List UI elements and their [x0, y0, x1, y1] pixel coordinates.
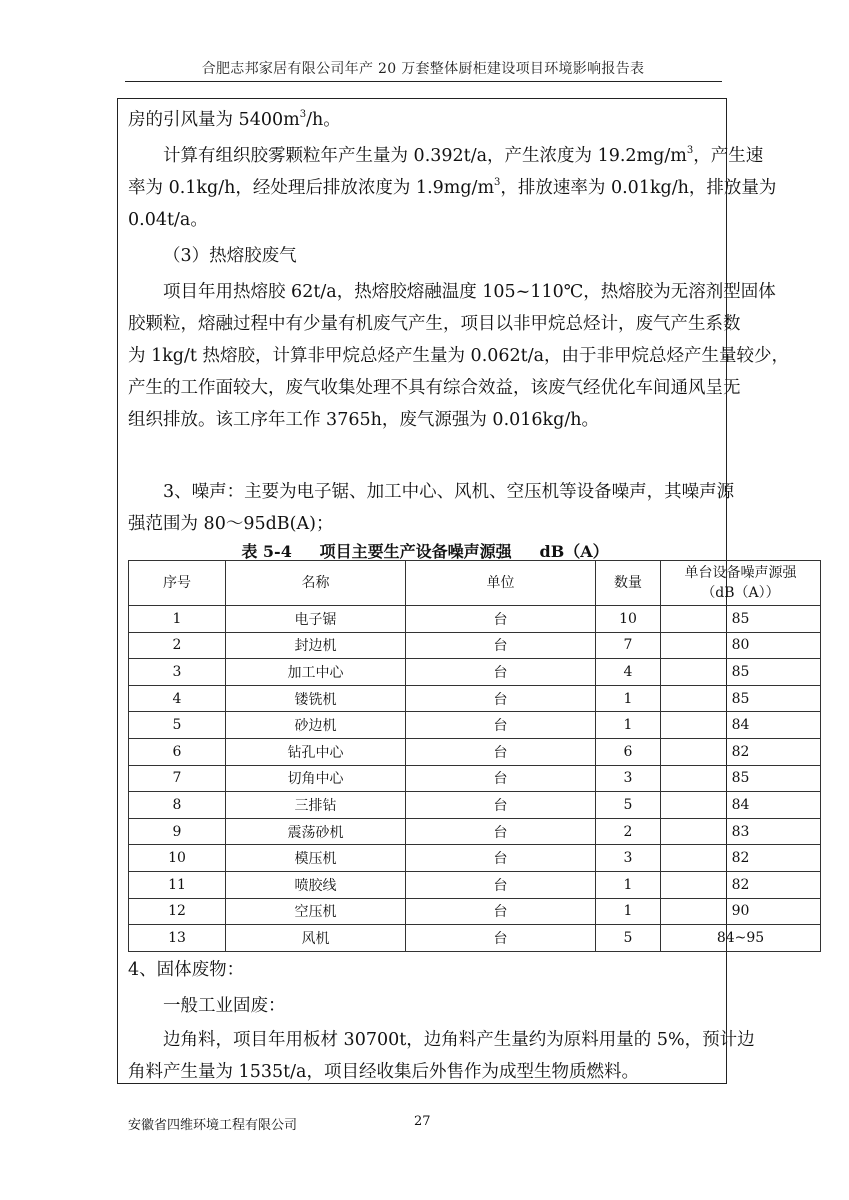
paragraph-noise-line-1: 3、噪声：主要为电子锯、加工中心、风机、空压机等设备噪声，其噪声源 [163, 482, 735, 502]
cell-noise-level: 90 [661, 898, 821, 925]
paragraph-scrap-line-1: 边角料，项目年用板材 30700t，边角料产生量约为原料用量的 5%，预计边 [163, 1030, 755, 1050]
cell-quantity: 2 [596, 818, 661, 845]
cell-unit: 台 [406, 632, 596, 659]
table-row [129, 845, 821, 872]
cell-quantity: 5 [596, 925, 661, 952]
table-row [129, 738, 821, 765]
cell-quantity: 1 [596, 712, 661, 739]
cell-index: 6 [129, 738, 226, 765]
paragraph-hot-melt-line-4: 产生的工作面较大，废气收集处理不具有综合效益，该废气经优化车间通风呈无 [128, 378, 741, 398]
cell-unit: 台 [406, 845, 596, 872]
paragraph-hot-melt-line-3: 为 1kg/t 热熔胶，计算非甲烷总烃产生量为 0.062t/a，由于非甲烷总烃产生量较少， [128, 346, 790, 366]
cell-noise-level: 84 [661, 792, 821, 819]
cell-name: 空压机 [226, 898, 406, 925]
cell-quantity: 3 [596, 765, 661, 792]
header-name: 名称 [226, 561, 406, 606]
header-quantity: 数量 [596, 561, 661, 606]
table-row [129, 818, 821, 845]
paragraph-noise-line-2: 强范围为 80～95dB(A)； [128, 514, 334, 534]
cell-name: 模压机 [226, 845, 406, 872]
cell-unit: 台 [406, 659, 596, 686]
cell-name: 电子锯 [226, 606, 406, 633]
cell-name: 封边机 [226, 632, 406, 659]
cell-name: 加工中心 [226, 659, 406, 686]
cell-unit: 台 [406, 818, 596, 845]
table-row [129, 606, 821, 633]
cell-unit: 台 [406, 871, 596, 898]
cell-noise-level: 83 [661, 818, 821, 845]
cell-name: 震荡砂机 [226, 818, 406, 845]
noise-source-table [128, 560, 821, 952]
cell-noise-level: 82 [661, 738, 821, 765]
cell-index: 10 [129, 845, 226, 872]
cell-quantity: 5 [596, 792, 661, 819]
cell-name: 砂边机 [226, 712, 406, 739]
cell-name: 钻孔中心 [226, 738, 406, 765]
table-row [129, 871, 821, 898]
cell-noise-level: 85 [661, 765, 821, 792]
cell-unit: 台 [406, 765, 596, 792]
table-header-row [129, 561, 821, 606]
table-row [129, 712, 821, 739]
paragraph-scrap-line-2: 角料产生量为 1535t/a，项目经收集后外售作为成型生物质燃料。 [128, 1062, 639, 1082]
cell-noise-level: 85 [661, 659, 821, 686]
cell-index: 12 [129, 898, 226, 925]
paragraph-airflow: 房的引风量为 $5400m^3/h$。 [128, 109, 341, 130]
cell-unit: 台 [406, 712, 596, 739]
cell-index: 9 [129, 818, 226, 845]
header-unit: 单位 [406, 561, 596, 606]
section-heading-solid-waste: 4、固体废物： [128, 960, 245, 980]
cell-quantity: 7 [596, 632, 661, 659]
cell-unit: 台 [406, 898, 596, 925]
paragraph-hot-melt-line-1: 项目年用热熔胶 62t/a，热熔胶熔融温度 105~110℃，热熔胶为无溶剂型固体 [163, 282, 776, 302]
page-number: 27 [414, 1114, 431, 1129]
cell-index: 7 [129, 765, 226, 792]
cell-noise-level: 82 [661, 871, 821, 898]
cell-noise-level: 84 [661, 712, 821, 739]
table-row [129, 898, 821, 925]
cell-name: 喷胶线 [226, 871, 406, 898]
table-row [129, 792, 821, 819]
cell-quantity: 1 [596, 685, 661, 712]
cell-unit: 台 [406, 792, 596, 819]
cell-index: 5 [129, 712, 226, 739]
header-index: 序号 [129, 561, 226, 606]
header-noise-level: 单台设备噪声源强（dB（A）） [661, 561, 821, 606]
table-row [129, 685, 821, 712]
cell-quantity: 6 [596, 738, 661, 765]
cell-quantity: 1 [596, 871, 661, 898]
paragraph-hot-melt-line-5: 组织排放。该工序年工作 3765h，废气源强为 0.016kg/h。 [128, 410, 600, 430]
cell-name: 三排钻 [226, 792, 406, 819]
cell-index: 4 [129, 685, 226, 712]
paragraph-hot-melt-line-2: 胶颗粒，熔融过程中有少量有机废气产生，项目以非甲烷总烃计，废气产生系数 [128, 314, 741, 334]
paragraph-glue-mist-line-3: 0.04t/a。 [128, 210, 208, 230]
cell-quantity: 10 [596, 606, 661, 633]
cell-noise-level: 82 [661, 845, 821, 872]
table-row [129, 659, 821, 686]
paragraph-glue-mist-line-1: 计算有组织胶雾颗粒年产生量为 0.392t/a，产生浓度为 $19.2mg/m^3$，产生速 [163, 145, 764, 166]
paragraph-glue-mist-line-2: 率为 0.1kg/h，经处理后排放浓度为 $1.9mg/m^3$，排放速率为 0.01kg/h，排放量为 [128, 177, 777, 198]
cell-unit: 台 [406, 606, 596, 633]
cell-noise-level: 85 [661, 606, 821, 633]
table-row [129, 925, 821, 952]
table-caption: 表 5-4 项目主要生产设备噪声源强 dB（A） [241, 542, 609, 561]
cell-unit: 台 [406, 925, 596, 952]
cell-quantity: 4 [596, 659, 661, 686]
cell-quantity: 3 [596, 845, 661, 872]
cell-name: 镂铣机 [226, 685, 406, 712]
cell-index: 2 [129, 632, 226, 659]
page-header: 合肥志邦家居有限公司年产 20 万套整体厨柜建设项目环境影响报告表 [201, 61, 645, 77]
section-heading-hot-melt: （3）热熔胶废气 [163, 246, 297, 266]
cell-name: 风机 [226, 925, 406, 952]
cell-noise-level: 85 [661, 685, 821, 712]
footer-company: 安徽省四维环境工程有限公司 [128, 1118, 298, 1133]
table-body [129, 606, 821, 952]
header-rule [125, 81, 722, 82]
cell-index: 3 [129, 659, 226, 686]
cell-index: 13 [129, 925, 226, 952]
subheading-general-waste: 一般工业固废： [163, 996, 286, 1016]
cell-quantity: 1 [596, 898, 661, 925]
cell-noise-level: 84~95 [661, 925, 821, 952]
cell-index: 8 [129, 792, 226, 819]
table-row [129, 765, 821, 792]
cell-name: 切角中心 [226, 765, 406, 792]
table-row [129, 632, 821, 659]
cell-noise-level: 80 [661, 632, 821, 659]
cell-unit: 台 [406, 685, 596, 712]
cell-index: 11 [129, 871, 226, 898]
cell-index: 1 [129, 606, 226, 633]
cell-unit: 台 [406, 738, 596, 765]
